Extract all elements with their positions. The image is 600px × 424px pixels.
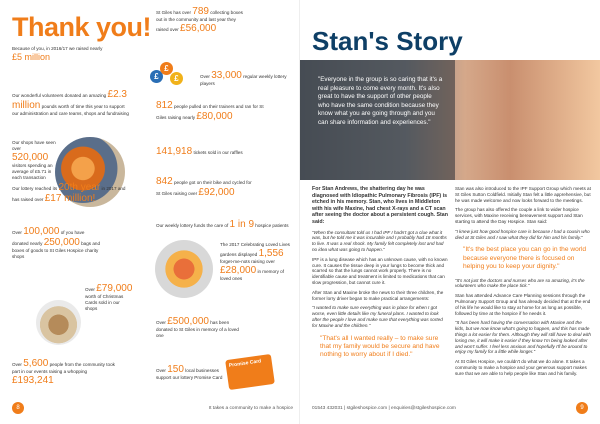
christmas-amount: £79,000 (96, 283, 133, 294)
funds-post: hospice patients (255, 223, 289, 228)
shops-stat (12, 140, 56, 181)
lights-stat (220, 242, 290, 282)
players-count: 33,000 (211, 70, 242, 81)
ride-stat (156, 176, 256, 198)
footer-tagline: It takes a community to make a hospice (208, 406, 293, 411)
lights-count: 1,556 (258, 248, 284, 259)
volunteers-stat (12, 89, 130, 117)
memory-post: has been donated to St Giles in memory of a loved one (156, 320, 239, 338)
bags-mid: of you have donated nearly (12, 230, 85, 246)
collecting-post: collecting boxes out in the community and last year they raised over (156, 10, 243, 32)
lights-amount: £28,000 (220, 265, 257, 276)
christmas-cards-photo (36, 300, 81, 345)
collecting-amount: £56,000 (180, 23, 217, 34)
shops-count: 520,000 (12, 152, 49, 163)
runners-mid: people from the community took part in our events raising a whopping (12, 362, 115, 374)
tribute-amount: £80,000 (196, 111, 233, 122)
lottery-mid: in 2017 and has raised over (12, 186, 126, 202)
story-paragraph: "It has been hard having the conversation with Maxine and the kids, but we now know what's going to happen, and this has made things a lot easier for them. Although they will still have to deal with losing me, it will make it easier if they know I'm being looked after and won't suffer. I feel less anxious and hopefully I'll be around to enjoy my family for a little while longer." (455, 320, 591, 355)
players-stat (200, 70, 292, 87)
shops-pre: Our shops have seen over (12, 140, 56, 151)
volunteers-post: pounds worth of time this year to support our administration and care teams, shops and fundraising (12, 104, 129, 116)
tribute-stat (156, 100, 274, 122)
pound-coin-icon: £ (160, 62, 173, 75)
because-amount: £5 million (12, 52, 51, 62)
funds-ratio: 1 in 9 (229, 219, 255, 230)
tickets-stat (156, 146, 274, 157)
christmas-post: worth of Christmas Cards sold in our shops (85, 294, 124, 311)
memory-stat (156, 316, 244, 339)
shops-post: visitors spending an average of £5.71 in each transaction (12, 163, 53, 180)
bags-pre: Over (12, 230, 22, 235)
page-number: 9 (576, 402, 588, 414)
business-count: 150 (167, 364, 184, 375)
funds-pre: Our weekly lottery funds the care of (156, 223, 229, 228)
story-title: Stan's Story (312, 26, 463, 56)
volunteers-amount: £2.3 million (12, 89, 127, 111)
ride-amount: £92,000 (198, 187, 235, 198)
ride-mid: people got on their bike and cycled for St Giles raising over (156, 180, 252, 196)
lottery-year: 20th year (58, 182, 101, 193)
story-paragraph: At St Giles Hospice, we couldn't do what we do alone. It takes a community to make a hospice and your generous support makes sure that we are able to help people like Stan and his family. (455, 359, 587, 376)
lottery-funds-stat (156, 219, 296, 230)
runners-count: 5,600 (23, 358, 49, 369)
events-stat (12, 358, 120, 386)
business-post: local businesses support our lottery Promise Card (156, 368, 223, 380)
because-text: Because of you, in 2016/17 we raised nearly (12, 46, 103, 51)
tickets-count: 141,918 (156, 146, 193, 157)
volunteers-pre: Our wonderful volunteers donated an amazing (12, 93, 107, 98)
ride-count: 842 (156, 176, 173, 187)
story-paragraph: Stan has attended Advance Care Planning sessions through the Pulmonary Support Group and has already decided that at the end of his life he would like to stay at home for as long as possible, followed by time at the hospice if he needs it. (455, 293, 591, 316)
story-paragraph: For Stan Andrews, the shattering day he was diagnosed with Idiopathic Pulmonary Fibrosis (IPF) is etched in his memory. Stan, who lives in Middleton with his wife Maxine, had chest X-rays and a CT scan after seeing the doctor about a persistent cough. Stan said: (312, 186, 448, 225)
bags-post: bags and boxes of goods to St Giles Hospice charity shops (12, 241, 101, 259)
story-paragraph: "I wanted to make sure everything was in place for when I got worse, even little details like my funeral plans. I wanted to look after the people I love and make sure that everything was sorted for Maxine and the children." (312, 305, 443, 328)
story-column-1 (312, 186, 448, 366)
story-paragraph: The group has also offered the couple a link to wider hospice services, with Maxine receiving bereavement support and Stan starting to attend the Day Hospice. Stan said: (455, 207, 583, 224)
hero-quote: "Everyone in the group is so caring that it's a real pleasure to come every month. It's also great to have the support of other people who have the same condition because they know what you are going through and you can share information and experiences." (318, 76, 443, 126)
business-stat (156, 364, 226, 381)
lights-mid: forget-me-nots raising over (220, 259, 275, 264)
total-raised (12, 46, 132, 62)
footer-contact: 01543 432031 | stgileshospice.com | enquiries@stgileshospice.com (312, 406, 456, 411)
lights-post: in memory of loved ones (220, 269, 284, 281)
players-pre: Over (200, 74, 210, 79)
players-post: regular weekly lottery players (200, 74, 287, 86)
christmas-stat (85, 283, 133, 312)
story-paragraph: After Stan and Maxine broke the news to their three children, the former lorry driver began to make practical arrangements: (312, 289, 444, 301)
tribute-count: 812 (156, 100, 173, 111)
card-label: Promise Card (228, 358, 262, 369)
story-paragraph: "It's not just the doctors and nurses who are so amazing, it's the volunteers who make the place tick." (455, 277, 585, 289)
pound-coin-icon: £ (150, 70, 163, 83)
story-paragraph: "When the consultant told us I had IPF I hadn't got a clue what it was, but he told me it was incurable and I probably had 18 months to live. It was a real shock. My family felt completely lost and had no idea what was going to happen." (312, 229, 447, 252)
lottery-pre: Our lottery reached its (12, 186, 58, 191)
story-column-2 (455, 186, 591, 381)
page-number: 8 (12, 402, 24, 414)
business-pre: Over (156, 368, 166, 373)
bags-stat (12, 226, 102, 260)
runners-amount: £193,241 (12, 375, 54, 386)
collecting-stat (156, 6, 248, 34)
runners-pre: Over (12, 362, 22, 367)
lottery-amount: £17 million! (44, 193, 96, 204)
lottery-years-stat (12, 182, 130, 204)
stans-story-page (300, 0, 600, 424)
pull-quote: "That's all I wanted really – to make sure that my family would be secure and have nothing to worry about if I died." (320, 334, 440, 359)
promise-card-image (225, 354, 275, 390)
memory-pre: Over (156, 320, 166, 325)
tickets-post: tickets sold in our raffles (193, 150, 243, 155)
collecting-count: 789 (192, 6, 209, 17)
lights-text: The 2017 Celebrating Loved Lives gardens displayed (220, 242, 290, 257)
bags-bags: 250,000 (43, 237, 80, 248)
collecting-pre: St Giles has over (156, 10, 191, 15)
pound-coin-icon: £ (170, 72, 183, 85)
story-paragraph: "I knew just how good hospice care is because I had a cousin who died at St Giles and I saw what they did for him and his family." (455, 228, 590, 240)
christmas-pre: Over (85, 287, 95, 292)
story-paragraph: IPF is a lung disease which has an unknown cause, with no known cure. It causes the tissue deep in your lungs to become thick and scarred so that the lungs cannot work properly. There is no identifiable cause and treatment is limited to medications that can slow progression, but cannot cure it. (312, 256, 448, 285)
tribute-mid: people pulled on their trainers and ran for St Giles raising nearly (156, 104, 264, 120)
bags-count: 100,000 (23, 226, 60, 237)
memory-amount: £500,000 (167, 316, 209, 327)
story-paragraph: Stan was also introduced to the IPF Support Group which meets at St Giles Sutton Coldfield. Initially Stan felt a little apprehensive, but he was made welcome and now looks forward to the meetings. (455, 186, 591, 203)
pull-quote: "It's the best place you can go in the world because everyone there is focused on helping you to keep your dignity." (463, 246, 587, 271)
flowers-photo (155, 240, 213, 298)
page-title: Thank you! (12, 12, 152, 42)
